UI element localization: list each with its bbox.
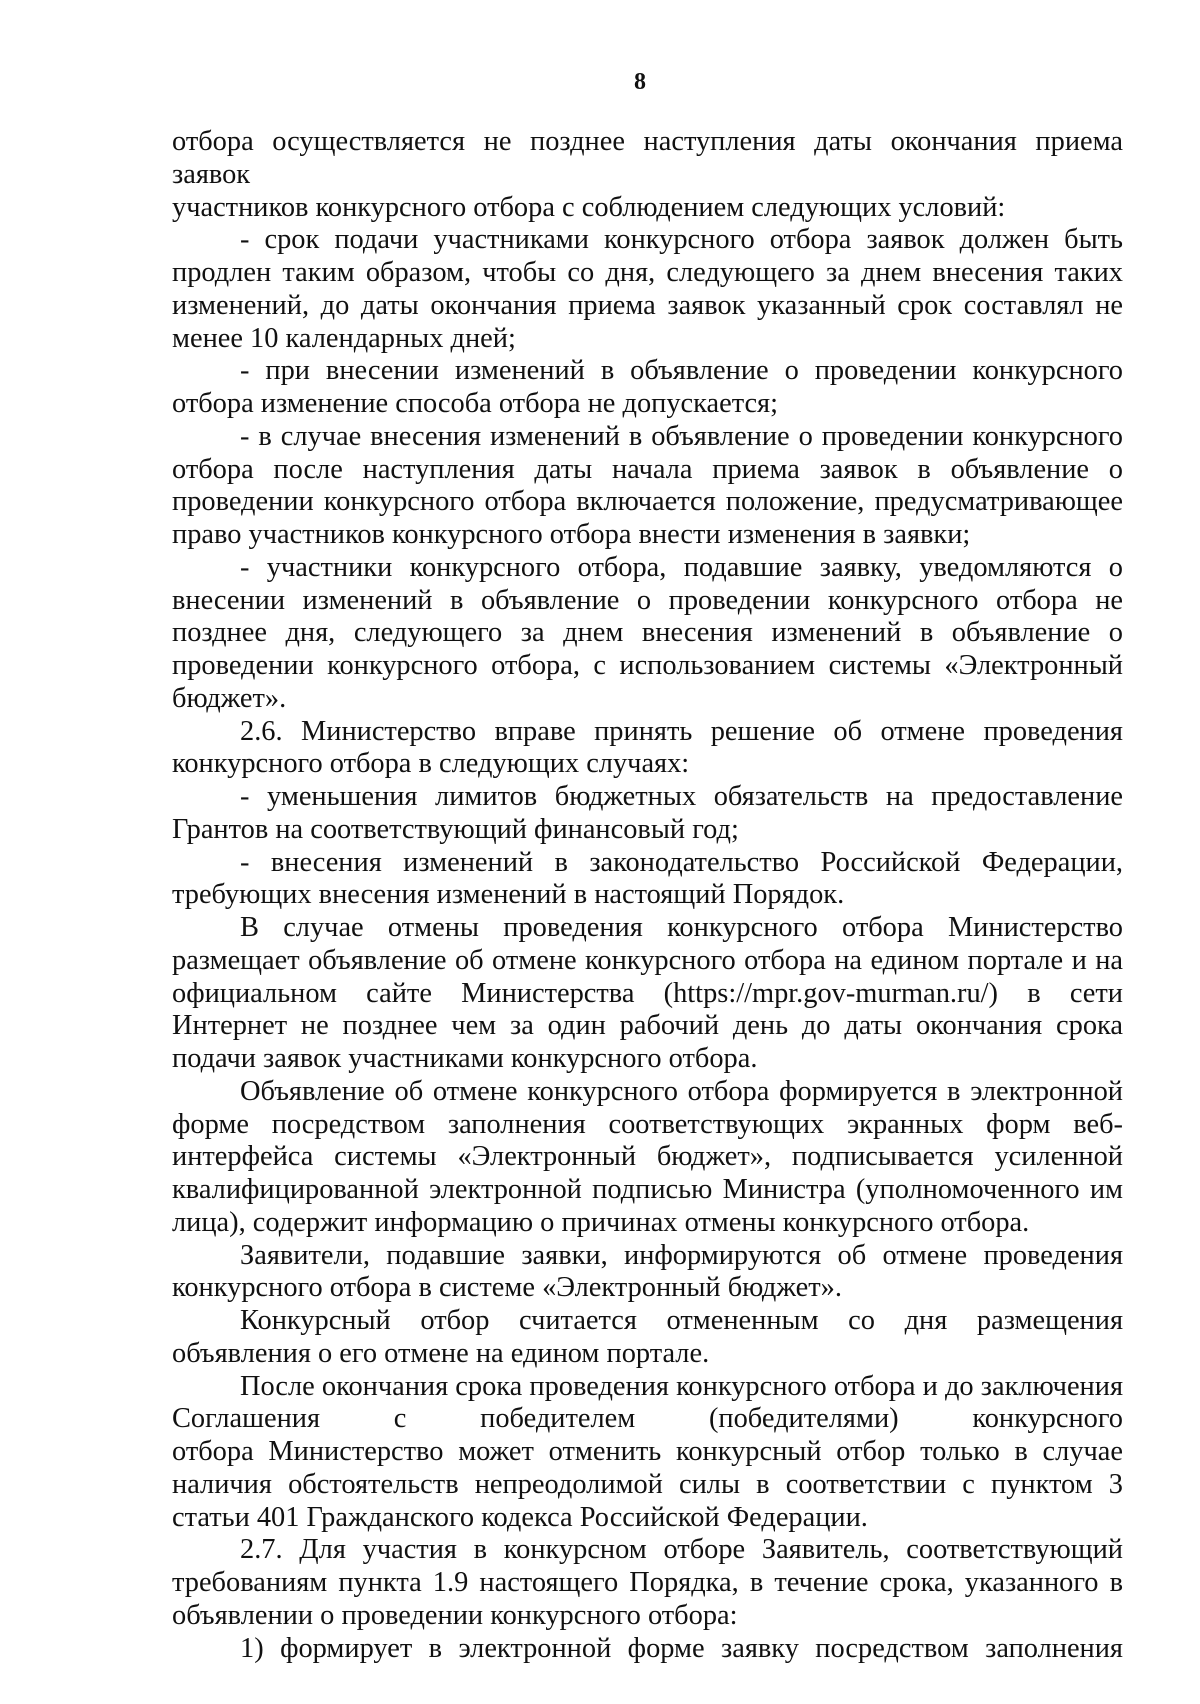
text-line: Конкурсный отбор считается отмененным со дня размещения bbox=[240, 1305, 1123, 1336]
text-line: лица), содержит информацию о причинах отмены конкурсного отбора. bbox=[172, 1206, 1030, 1238]
text-line: - внесения изменений в законодательство Российской Федерации, bbox=[240, 846, 1123, 878]
text-line: 2.7. Для участия в конкурсном отборе Заявитель, соответствующий bbox=[240, 1534, 1123, 1566]
text-line: отбора Министерство может отменить конкурсный отбор только в случае bbox=[172, 1436, 1123, 1467]
text-line: бюджет». bbox=[172, 682, 287, 714]
page-number: 8 bbox=[634, 69, 646, 95]
text-line: право участников конкурсного отбора внести изменения в заявки; bbox=[172, 519, 971, 550]
text-line: позднее дня, следующего за днем внесения изменений в объявление о bbox=[172, 617, 1123, 649]
document-body bbox=[172, 126, 1123, 1665]
text-line: проведении конкурсного отбора, с использованием системы «Электронный bbox=[172, 650, 1123, 681]
text-line: отбора осуществляется не позднее наступления даты окончания приема заявок bbox=[172, 126, 1123, 190]
text-line: - в случае внесения изменений в объявление о проведении конкурсного bbox=[240, 420, 1123, 452]
text-line: После окончания срока проведения конкурсного отбора и до заключения bbox=[240, 1370, 1123, 1402]
text-line: В случае отмены проведения конкурсного отбора Министерство bbox=[240, 912, 1123, 943]
text-line: Объявление об отмене конкурсного отбора формируется в электронной bbox=[240, 1075, 1123, 1107]
text-line: объявления о его отмене на едином портале. bbox=[172, 1337, 710, 1369]
text-line: отбора после наступления даты начала приема заявок в объявление о bbox=[172, 453, 1123, 485]
text-line: объявлении о проведении конкурсного отбора: bbox=[172, 1599, 738, 1631]
text-line: отбора изменение способа отбора не допускается; bbox=[172, 388, 779, 419]
text-line: проведении конкурсного отбора включается положение, предусматривающее bbox=[172, 486, 1123, 518]
text-line: официальном сайте Министерства (https://mpr.gov-murman.ru/) в сети bbox=[172, 977, 1123, 1009]
text-line: требованиям пункта 1.9 настоящего Порядка, в течение срока, указанного в bbox=[172, 1567, 1123, 1598]
text-line: Соглашения с победителем (победителями) конкурсного bbox=[172, 1403, 1123, 1435]
text-line: Интернет не позднее чем за один рабочий день до даты окончания срока bbox=[172, 1010, 1123, 1042]
text-line: интерфейса системы «Электронный бюджет», подписывается усиленной bbox=[172, 1141, 1123, 1173]
text-line: Грантов на соответствующий финансовый год; bbox=[172, 813, 739, 845]
text-line: форме посредством заполнения соответствующих экранных форм веб- bbox=[172, 1108, 1123, 1140]
text-line: наличия обстоятельств непреодолимой силы в соответствии с пунктом 3 bbox=[172, 1468, 1123, 1500]
text-line: требующих внесения изменений в настоящий Порядок. bbox=[172, 879, 845, 911]
text-line: менее 10 календарных дней; bbox=[172, 322, 516, 354]
text-line: конкурсного отбора в следующих случаях: bbox=[172, 748, 690, 780]
text-line: - уменьшения лимитов бюджетных обязательств на предоставление bbox=[240, 781, 1123, 812]
text-line: - участники конкурсного отбора, подавшие заявку, уведомляются о bbox=[240, 551, 1123, 583]
text-line: изменений, до даты окончания приема заявок указанный срок составлял не bbox=[172, 289, 1123, 321]
text-line: конкурсного отбора в системе «Электронный бюджет». bbox=[172, 1272, 842, 1304]
text-line: внесении изменений в объявление о проведении конкурсного отбора не bbox=[172, 584, 1123, 616]
text-line: - при внесении изменений в объявление о проведении конкурсного bbox=[240, 355, 1123, 387]
text-line: продлен таким образом, чтобы со дня, следующего за днем внесения таких bbox=[172, 257, 1123, 288]
text-line: статьи 401 Гражданского кодекса Российской Федерации. bbox=[172, 1501, 868, 1533]
text-line: Заявители, подавшие заявки, информируются об отмене проведения bbox=[240, 1239, 1123, 1271]
text-line: - срок подачи участниками конкурсного отбора заявок должен быть bbox=[240, 224, 1123, 256]
text-line: размещает объявление об отмене конкурсного отбора на едином портале и на bbox=[172, 944, 1123, 976]
text-line: участников конкурсного отбора с соблюдением следующих условий: bbox=[172, 191, 1006, 223]
text-line: подачи заявок участниками конкурсного отбора. bbox=[172, 1043, 758, 1074]
text-line: 1) формирует в электронной форме заявку посредством заполнения bbox=[240, 1632, 1123, 1664]
text-line: квалифицированной электронной подписью Министра (уполномоченного им bbox=[172, 1174, 1123, 1205]
text-line: 2.6. Министерство вправе принять решение об отмене проведения bbox=[240, 715, 1123, 747]
